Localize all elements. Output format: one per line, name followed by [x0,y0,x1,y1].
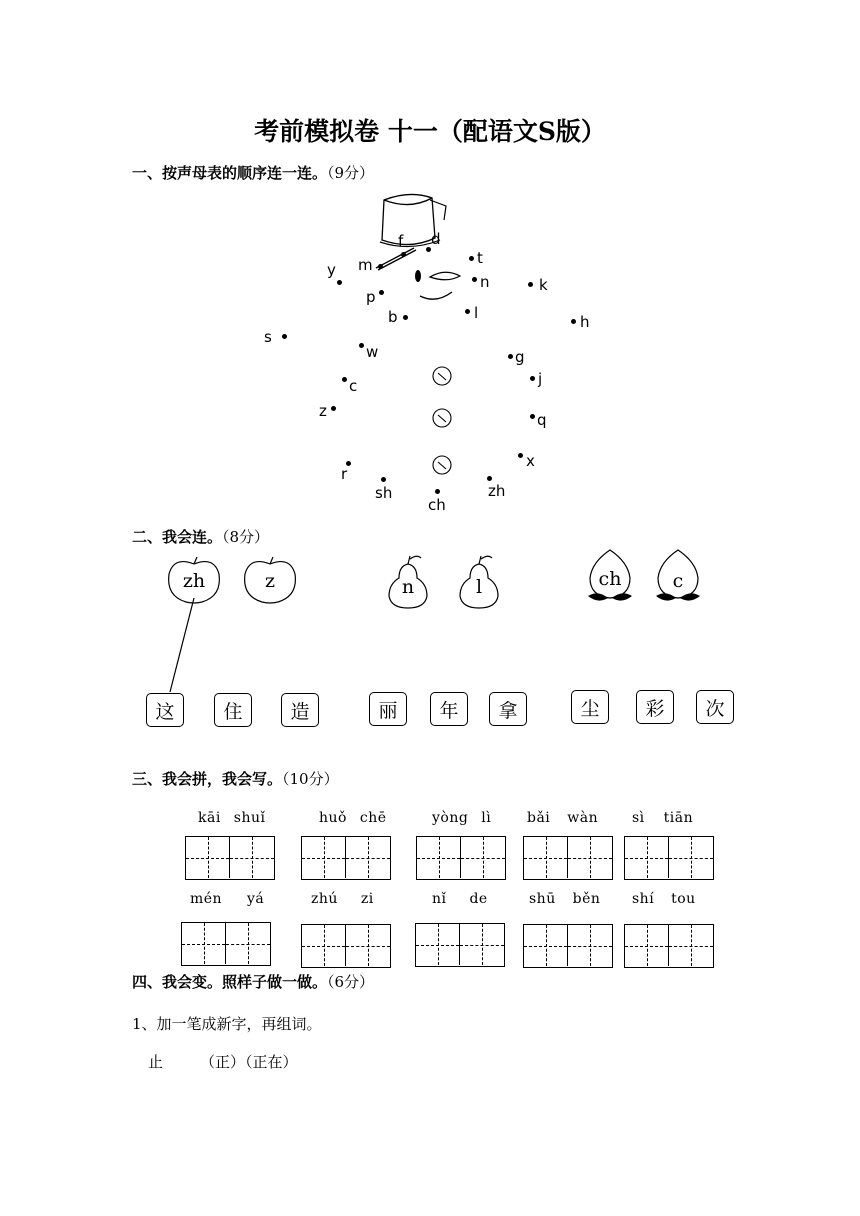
dot-g[interactable] [508,354,513,359]
writing-grid-bai-wan[interactable] [523,836,613,880]
section-1-label: 一、按声母表的顺序连一连。 [132,164,328,182]
dot-t[interactable] [469,256,474,261]
pinyin-huo-che: huǒ chē [319,810,387,826]
section-4-score: （6分） [327,973,375,991]
dot-k[interactable] [528,282,533,287]
pinyin-shu-ben: shū běn [529,891,601,907]
pinyin-yong-li: yòng lì [432,810,492,826]
pinyin-men-ya: mén yá [190,891,265,907]
dot-label-n: n [480,273,490,291]
dot-z[interactable] [331,406,336,411]
dot-label-b: b [388,308,398,326]
pear-n-label: n [401,576,415,598]
dot-label-d: d [431,230,441,248]
pinyin-shi-tou: shí tou [632,891,696,907]
q4-example-char: 止 [148,1053,164,1071]
dot-label-k: k [539,276,548,294]
dot-l[interactable] [465,309,470,314]
dot-s[interactable] [282,334,287,339]
writing-grid-si-tian[interactable] [624,836,714,880]
dot-label-f: f [398,232,404,250]
dot-label-zh: zh [488,482,506,500]
peach-ch-label: ch [598,568,622,590]
dot-zh[interactable] [487,476,492,481]
pinyin-bai-wan: bǎi wàn [527,810,599,826]
writing-grid-shu-ben[interactable] [523,924,613,968]
dot-b[interactable] [403,315,408,320]
section-4-label: 四、我会变。照样子做一做。 [132,973,328,991]
pinyin-kai-shui: kāi shuǐ [198,810,266,826]
dot-label-sh: sh [375,484,393,502]
dot-j[interactable] [530,376,535,381]
apple-zh-label: zh [182,570,206,592]
dot-n[interactable] [472,277,477,282]
writing-grid-shi-tou[interactable] [624,924,714,968]
char-box-na[interactable]: 拿 [489,692,527,726]
pinyin-si-tian: sì tiān [632,810,694,826]
section-3-label: 三、我会拼，我会写。 [132,770,283,788]
char-box-li[interactable]: 丽 [369,692,407,726]
char-box-nian[interactable]: 年 [430,692,468,726]
dot-label-g: g [515,348,525,366]
dot-label-z: z [319,402,327,420]
dot-label-m: m [358,256,373,274]
section-3-heading [132,768,339,789]
peach-c-label: c [672,570,684,592]
dot-label-q: q [537,411,547,429]
section-4-heading [132,971,374,992]
char-box-ci[interactable]: 次 [696,690,734,724]
dot-label-r: r [341,465,348,483]
dot-label-y: y [327,261,336,279]
dot-w[interactable] [359,343,364,348]
dot-x[interactable] [518,453,523,458]
dot-m[interactable] [378,264,383,269]
section-3-score: （10分） [282,770,339,788]
char-box-zhu[interactable]: 住 [214,693,252,727]
writing-grid-men-ya[interactable] [181,922,271,966]
q4-item-1: 1、加一笔成新字，再组词。 [132,1015,322,1033]
writing-grid-huo-che[interactable] [301,836,391,880]
dot-f[interactable] [401,252,406,257]
dot-label-l: l [474,304,479,322]
section-2-heading [132,526,269,547]
dot-label-t: t [477,249,483,267]
example-connection-line [160,596,200,696]
dot-label-j: j [538,370,543,388]
char-box-zhe[interactable]: 这 [146,693,184,727]
snowman-dot-picture [250,188,610,518]
pinyin-ni-de: nǐ de [432,891,488,907]
char-box-zao[interactable]: 造 [281,693,319,727]
dot-label-w: w [366,343,379,361]
writing-grid-yong-li[interactable] [416,836,506,880]
dot-label-p: p [366,288,376,306]
dot-q[interactable] [530,414,535,419]
page-title: 考前模拟卷 十一（配语文S版） [254,117,606,146]
dot-c[interactable] [342,377,347,382]
dot-label-h: h [580,313,590,331]
section-1-score: （9分） [327,164,375,182]
dot-ch[interactable] [435,489,440,494]
pear-l-label: l [475,576,483,598]
dot-h[interactable] [571,319,576,324]
dot-label-ch: ch [428,496,446,514]
dot-label-s: s [264,328,272,346]
writing-grid-zhu-zi[interactable] [301,924,391,968]
writing-grid-ni-de[interactable] [415,923,505,967]
char-box-cai[interactable]: 彩 [636,690,674,724]
char-box-chen[interactable]: 尘 [571,690,609,724]
writing-grid-kai-shui[interactable] [185,836,275,880]
apple-z-label: z [264,570,275,592]
dot-sh[interactable] [381,477,386,482]
dot-label-c: c [349,377,358,395]
section-2-label: 二、我会连。 [132,528,223,546]
section-1-heading [132,162,374,183]
pinyin-zhu-zi: zhú zi [311,891,374,907]
dot-p[interactable] [379,290,384,295]
dot-label-x: x [526,452,535,470]
q4-example-answer: （正）（正在） [200,1053,298,1071]
section-2-score: （8分） [222,528,270,546]
dot-y[interactable] [337,280,342,285]
